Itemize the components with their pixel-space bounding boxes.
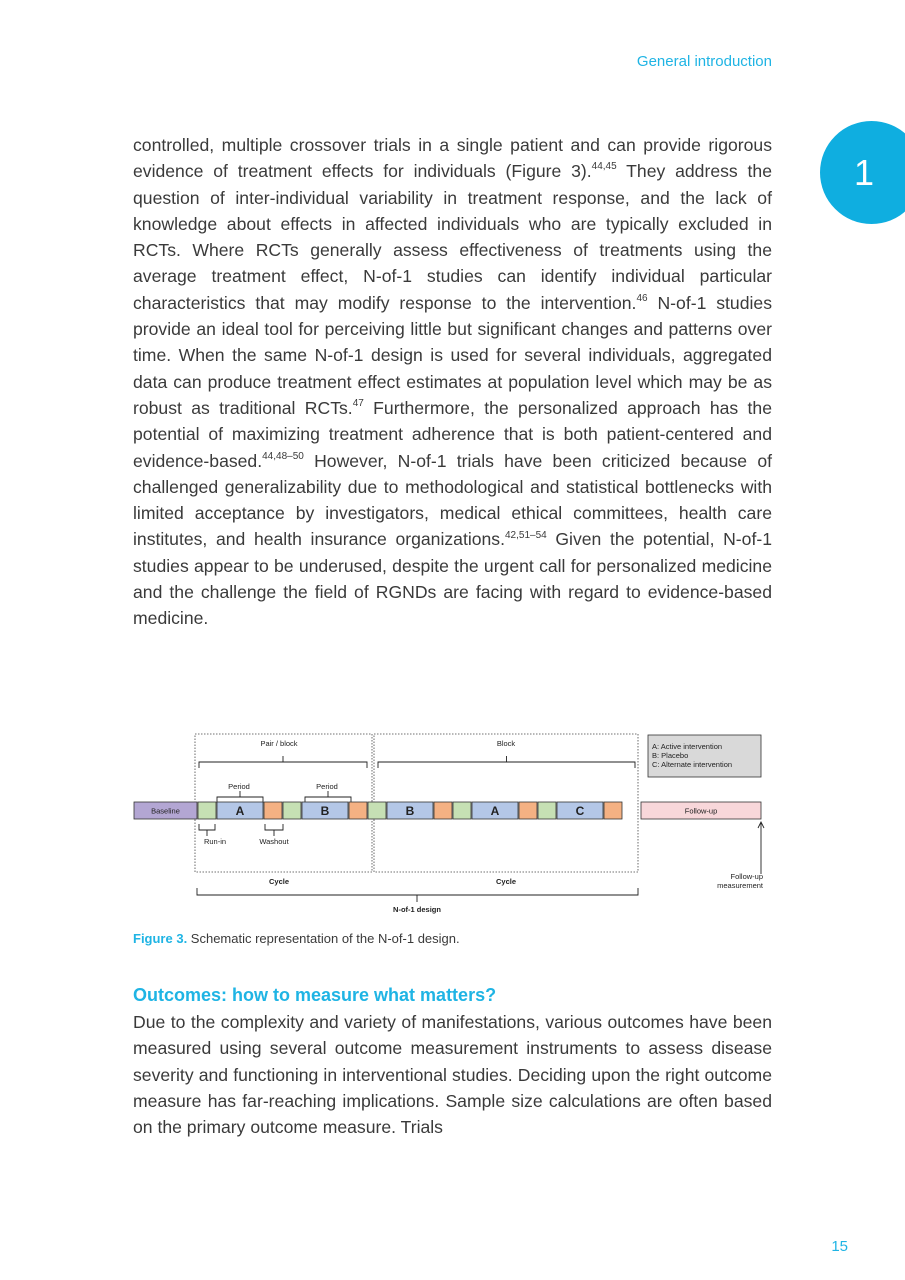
runin-segment xyxy=(538,802,556,819)
washout-segment xyxy=(604,802,622,819)
treatment-label: B xyxy=(320,804,330,818)
washout-segment xyxy=(519,802,537,819)
block-label: Block xyxy=(496,739,516,748)
washout-segment xyxy=(434,802,452,819)
figure-n-of-1-design xyxy=(133,732,772,918)
washout-label: Washout xyxy=(259,837,289,846)
page-number: 15 xyxy=(831,1238,848,1255)
figure-caption xyxy=(133,931,460,946)
pair-block-label: Pair / block xyxy=(260,739,298,748)
n-of-1-diagram xyxy=(133,732,772,918)
citation-superscript: 46 xyxy=(636,292,648,304)
design-brace xyxy=(197,888,638,902)
treatment-label: A xyxy=(235,804,245,818)
cycle-1-label: Cycle xyxy=(268,877,290,886)
follow-up-label: Follow-up xyxy=(684,806,718,816)
run-in-label: Run-in xyxy=(203,837,227,846)
legend-item: B: Placebo xyxy=(652,751,689,760)
runin-segment xyxy=(368,802,386,819)
design-label: N-of-1 design xyxy=(393,905,441,914)
running-head: General introduction xyxy=(636,53,772,70)
block-brace xyxy=(378,756,635,768)
paragraph-1-text: However, N-of-1 trials have been criticized because of challenged generalizability due to methodological and statistical bottlenecks with limited acceptance by investigators, medical ethical committees, health care institutes, and health insurance organizations. xyxy=(133,450,772,550)
period-1-label: Period xyxy=(228,782,250,791)
follow-up-arrow xyxy=(758,822,764,874)
follow-up-measurement-label-2: measurement xyxy=(717,881,763,890)
paragraph-1-text: N-of-1 studies provide an ideal tool for perceiving little but significant changes and patterns over time. When the same N-of-1 design is used for several individuals, aggregated data can produce treatment effect estimates at population level which may be as robust as traditional RCTs. xyxy=(133,292,772,418)
caption-label: Figure 3. xyxy=(133,931,188,946)
runin-segment xyxy=(198,802,216,819)
chapter-tab: 1 xyxy=(820,121,905,224)
citation-superscript: 44,45 xyxy=(591,161,617,173)
treatment-label: B xyxy=(405,804,415,818)
treatment-label: A xyxy=(490,804,500,818)
paragraph-1-text: controlled, multiple crossover trials in a single patient and can provide rigorous evidence of treatment effects for individuals (Figure 3). xyxy=(133,135,772,182)
body-paragraph-2 xyxy=(133,1009,772,1140)
citation-superscript: 44,48–50 xyxy=(262,450,304,462)
washout-segment xyxy=(349,802,367,819)
treatment-label: C xyxy=(575,804,585,818)
baseline-label: Baseline xyxy=(151,806,180,816)
runin-segment xyxy=(453,802,471,819)
caption-text: Schematic representation of the N-of-1 design. xyxy=(187,931,460,946)
washout-segment xyxy=(264,802,282,819)
paragraph-1-text: Given the potential, N-of-1 studies appear to be underused, despite the urgent call for personalized medicine and the challenge the field of RGNDs are facing with regard to evidence-based medicine. xyxy=(133,529,772,629)
citation-superscript: 42,51–54 xyxy=(505,529,547,541)
period-2-brace xyxy=(305,791,351,803)
follow-up-measurement-label-1: Follow-up xyxy=(730,872,763,881)
run-in-brace xyxy=(199,824,215,836)
washout-brace xyxy=(265,824,283,836)
legend-item: C: Alternate intervention xyxy=(652,760,733,769)
section-heading: Outcomes: how to measure what matters? xyxy=(133,985,497,1005)
paragraph-2-text: Due to the complexity and variety of manifestations, various outcomes have been measured using several outcome measurement instruments to assess disease severity and functioning in interventional studies. Deciding upon the right outcome measure has far-reaching implications. Sample size calculations are often based on the primary outcome measure. Trials xyxy=(133,1012,772,1138)
cycle-2-label: Cycle xyxy=(495,877,517,886)
paragraph-1-text: Furthermore, the personalized approach has the potential of maximizing treatment adherence that is both patient-centered and evidence-based. xyxy=(133,397,772,471)
body-paragraph-1 xyxy=(133,132,772,632)
paragraph-1-text: They address the question of inter-individual variability in treatment response, and the lack of knowledge about effects in affected individuals who are typically excluded in RCTs. Where RCTs generally assess effectiveness of treatments using the average treatment effect, N-of-1 studies can identify individual particular characteristics that may modify response to the intervention. xyxy=(133,161,772,313)
period-1-brace xyxy=(217,791,263,803)
legend-item: A: Active intervention xyxy=(652,742,723,751)
citation-superscript: 47 xyxy=(352,398,364,410)
runin-segment xyxy=(283,802,301,819)
pair-block-brace xyxy=(199,756,367,768)
period-2-label: Period xyxy=(316,782,338,791)
